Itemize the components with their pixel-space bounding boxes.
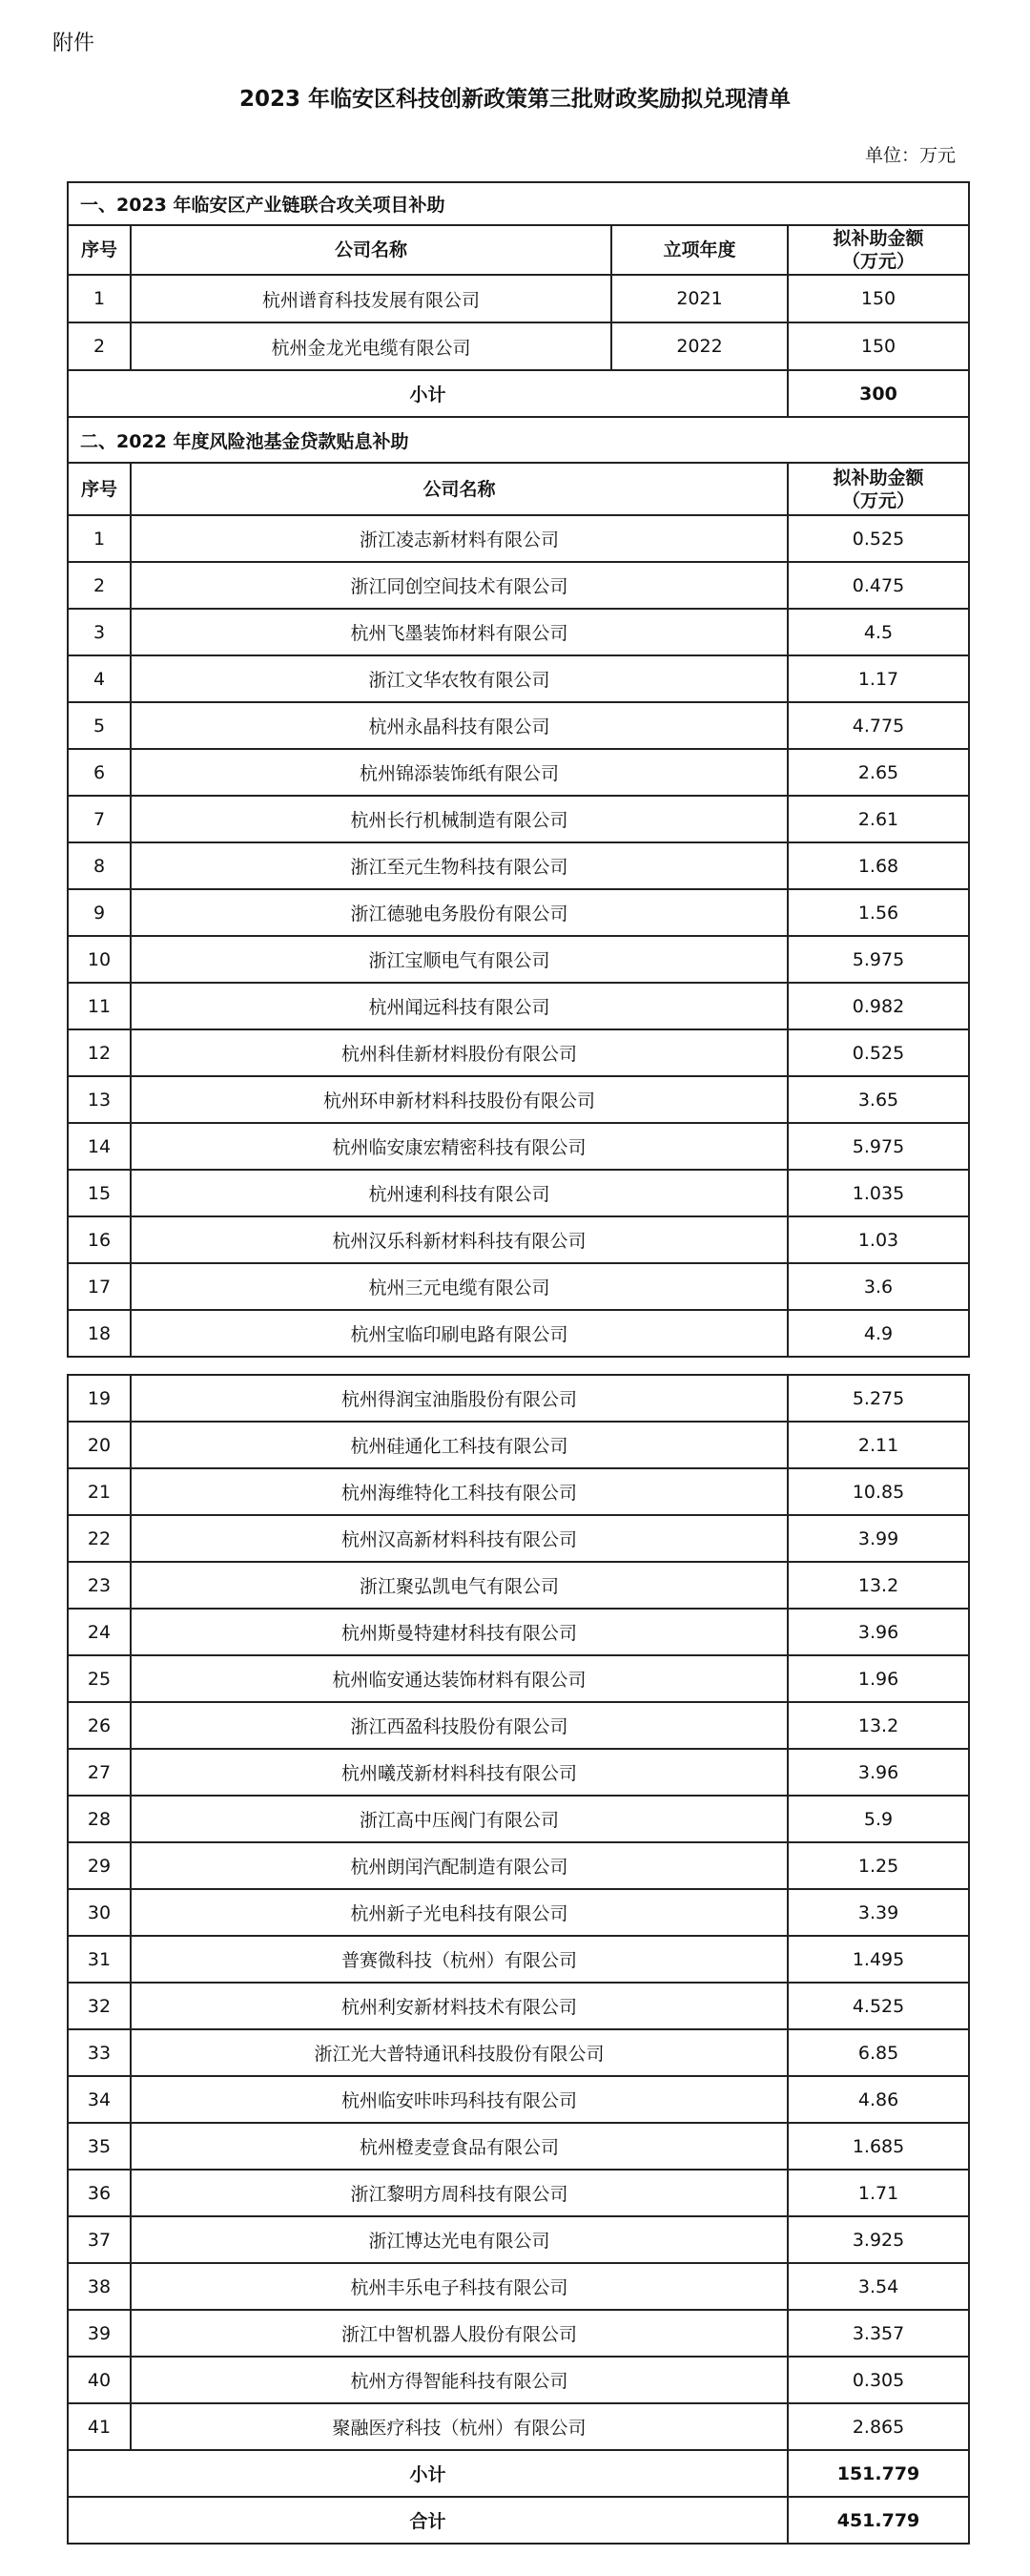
table-row <box>68 1796 969 1842</box>
table-row <box>68 2076 969 2123</box>
row-no: 2 <box>68 562 131 609</box>
section1-col-company: 公司名称 <box>131 225 611 275</box>
row-no: 32 <box>68 1983 131 2029</box>
row-amount: 13.2 <box>788 1702 969 1749</box>
table-row <box>68 2170 969 2216</box>
row-amount: 150 <box>788 275 969 322</box>
table-row <box>68 2357 969 2403</box>
row-no: 2 <box>68 322 131 370</box>
row-company: 杭州金龙光电缆有限公司 <box>131 322 611 370</box>
table-row <box>68 936 969 983</box>
row-no: 28 <box>68 1796 131 1842</box>
table-row <box>68 1749 969 1796</box>
row-no: 41 <box>68 2403 131 2450</box>
row-amount: 4.9 <box>788 1310 969 1357</box>
row-amount: 1.17 <box>788 655 969 702</box>
table-row <box>68 1468 969 1515</box>
row-amount: 0.475 <box>788 562 969 609</box>
table-row <box>68 1983 969 2029</box>
row-no: 39 <box>68 2310 131 2357</box>
row-amount: 3.6 <box>788 1263 969 1310</box>
table-row <box>68 609 969 655</box>
row-amount: 0.525 <box>788 515 969 562</box>
row-no: 4 <box>68 655 131 702</box>
row-no: 17 <box>68 1263 131 1310</box>
table-row <box>68 1029 969 1076</box>
row-company: 浙江至元生物科技有限公司 <box>131 842 788 889</box>
row-company: 杭州飞墨装饰材料有限公司 <box>131 609 788 655</box>
row-company: 杭州海维特化工科技有限公司 <box>131 1468 788 1515</box>
row-amount: 1.71 <box>788 2170 969 2216</box>
row-no: 12 <box>68 1029 131 1076</box>
table-row <box>68 702 969 749</box>
row-no: 5 <box>68 702 131 749</box>
row-amount: 10.85 <box>788 1468 969 1515</box>
row-company: 杭州锦添装饰纸有限公司 <box>131 749 788 796</box>
row-company: 杭州宝临印刷电路有限公司 <box>131 1310 788 1357</box>
row-company: 杭州永晶科技有限公司 <box>131 702 788 749</box>
row-company: 浙江德驰电务股份有限公司 <box>131 889 788 936</box>
row-company: 杭州临安康宏精密科技有限公司 <box>131 1123 788 1170</box>
row-company: 浙江博达光电有限公司 <box>131 2216 788 2263</box>
row-no: 19 <box>68 1375 131 1422</box>
table-row <box>68 983 969 1029</box>
row-company: 杭州汉高新材料科技有限公司 <box>131 1515 788 1562</box>
row-company: 杭州新子光电科技有限公司 <box>131 1889 788 1936</box>
grand-total-label: 合计 <box>68 2497 788 2544</box>
row-no: 20 <box>68 1422 131 1468</box>
row-no: 40 <box>68 2357 131 2403</box>
table-row <box>68 1702 969 1749</box>
table-row <box>68 515 969 562</box>
row-amount: 0.305 <box>788 2357 969 2403</box>
unit-label: 单位：万元 <box>864 145 956 166</box>
row-company: 杭州橙麦壹食品有限公司 <box>131 2123 788 2170</box>
row-year: 2022 <box>611 322 788 370</box>
row-amount: 3.357 <box>788 2310 969 2357</box>
row-amount: 5.975 <box>788 1123 969 1170</box>
row-amount: 5.9 <box>788 1796 969 1842</box>
table-row <box>68 1216 969 1263</box>
row-no: 9 <box>68 889 131 936</box>
row-amount: 2.865 <box>788 2403 969 2450</box>
table-row <box>68 2403 969 2450</box>
row-amount: 3.96 <box>788 1609 969 1655</box>
row-company: 杭州曦茂新材料科技有限公司 <box>131 1749 788 1796</box>
section2-col-no: 序号 <box>68 463 131 515</box>
row-company: 浙江文华农牧有限公司 <box>131 655 788 702</box>
row-no: 26 <box>68 1702 131 1749</box>
row-company: 杭州谱育科技发展有限公司 <box>131 275 611 322</box>
section2-col-company: 公司名称 <box>131 463 788 515</box>
row-company: 杭州临安咔咔玛科技有限公司 <box>131 2076 788 2123</box>
row-amount: 4.775 <box>788 702 969 749</box>
row-company: 浙江中智机器人股份有限公司 <box>131 2310 788 2357</box>
row-amount: 1.03 <box>788 1216 969 1263</box>
row-company: 杭州速利科技有限公司 <box>131 1170 788 1216</box>
attachment-label: 附件 <box>52 31 95 55</box>
row-amount: 5.975 <box>788 936 969 983</box>
section1-col-amount: 拟补助金额 （万元） <box>788 225 969 275</box>
table-row <box>68 655 969 702</box>
row-company: 杭州硅通化工科技有限公司 <box>131 1422 788 1468</box>
row-no: 22 <box>68 1515 131 1562</box>
row-amount: 3.65 <box>788 1076 969 1123</box>
row-amount: 1.68 <box>788 842 969 889</box>
row-no: 38 <box>68 2263 131 2310</box>
table-row <box>68 796 969 842</box>
section2-heading: 二、2022 年度风险池基金贷款贴息补助 <box>68 417 969 463</box>
row-company: 杭州利安新材料技术有限公司 <box>131 1983 788 2029</box>
row-amount: 13.2 <box>788 1562 969 1609</box>
subsidy-table-part-1 <box>67 181 970 1358</box>
row-no: 13 <box>68 1076 131 1123</box>
table-row <box>68 1842 969 1889</box>
row-amount: 4.525 <box>788 1983 969 2029</box>
table-row <box>68 2216 969 2263</box>
table-row <box>68 842 969 889</box>
section2-subtotal-value: 151.779 <box>788 2450 969 2497</box>
row-company: 杭州斯曼特建材科技有限公司 <box>131 1609 788 1655</box>
table-row <box>68 889 969 936</box>
row-amount: 4.5 <box>788 609 969 655</box>
row-amount: 1.56 <box>788 889 969 936</box>
row-amount: 150 <box>788 322 969 370</box>
row-company: 浙江黎明方周科技有限公司 <box>131 2170 788 2216</box>
row-no: 1 <box>68 515 131 562</box>
table-row <box>68 2310 969 2357</box>
row-company: 杭州得润宝油脂股份有限公司 <box>131 1375 788 1422</box>
row-no: 18 <box>68 1310 131 1357</box>
table-row <box>68 562 969 609</box>
row-company: 杭州临安通达装饰材料有限公司 <box>131 1655 788 1702</box>
row-amount: 3.39 <box>788 1889 969 1936</box>
row-company: 杭州朗闰汽配制造有限公司 <box>131 1842 788 1889</box>
grand-total-value: 451.779 <box>788 2497 969 2544</box>
row-amount: 1.035 <box>788 1170 969 1216</box>
section2-col-amount: 拟补助金额 （万元） <box>788 463 969 515</box>
section1-col-year: 立项年度 <box>611 225 788 275</box>
row-amount: 1.96 <box>788 1655 969 1702</box>
section1-subtotal-label: 小计 <box>68 370 788 417</box>
table-row <box>68 1936 969 1983</box>
row-no: 6 <box>68 749 131 796</box>
row-company: 杭州科佳新材料股份有限公司 <box>131 1029 788 1076</box>
table-row <box>68 2263 969 2310</box>
row-company: 杭州汉乐科新材料科技有限公司 <box>131 1216 788 1263</box>
row-company: 浙江凌志新材料有限公司 <box>131 515 788 562</box>
row-company: 浙江西盈科技股份有限公司 <box>131 1702 788 1749</box>
row-no: 31 <box>68 1936 131 1983</box>
row-no: 37 <box>68 2216 131 2263</box>
table-row <box>68 1375 969 1422</box>
section1-subtotal-value: 300 <box>788 370 969 417</box>
row-amount: 1.495 <box>788 1936 969 1983</box>
row-no: 1 <box>68 275 131 322</box>
row-company: 杭州环申新材料科技股份有限公司 <box>131 1076 788 1123</box>
row-no: 34 <box>68 2076 131 2123</box>
row-no: 16 <box>68 1216 131 1263</box>
row-company: 杭州三元电缆有限公司 <box>131 1263 788 1310</box>
row-no: 10 <box>68 936 131 983</box>
row-company: 浙江宝顺电气有限公司 <box>131 936 788 983</box>
table-row <box>68 322 969 370</box>
row-company: 杭州闻远科技有限公司 <box>131 983 788 1029</box>
row-no: 30 <box>68 1889 131 1936</box>
row-company: 浙江聚弘凯电气有限公司 <box>131 1562 788 1609</box>
table-row <box>68 1422 969 1468</box>
row-no: 8 <box>68 842 131 889</box>
row-amount: 3.54 <box>788 2263 969 2310</box>
section1-heading: 一、2023 年临安区产业链联合攻关项目补助 <box>68 182 969 225</box>
table-row <box>68 1310 969 1357</box>
table-row <box>68 1655 969 1702</box>
table-row <box>68 275 969 322</box>
row-amount: 3.96 <box>788 1749 969 1796</box>
row-no: 14 <box>68 1123 131 1170</box>
row-amount: 1.685 <box>788 2123 969 2170</box>
row-year: 2021 <box>611 275 788 322</box>
section1-col-no: 序号 <box>68 225 131 275</box>
row-amount: 2.61 <box>788 796 969 842</box>
table-row <box>68 749 969 796</box>
row-company: 杭州丰乐电子科技有限公司 <box>131 2263 788 2310</box>
table-row <box>68 1263 969 1310</box>
row-no: 27 <box>68 1749 131 1796</box>
row-no: 25 <box>68 1655 131 1702</box>
row-amount: 3.99 <box>788 1515 969 1562</box>
row-no: 29 <box>68 1842 131 1889</box>
table-row <box>68 2123 969 2170</box>
table-row <box>68 1562 969 1609</box>
row-amount: 0.525 <box>788 1029 969 1076</box>
section2-subtotal-label: 小计 <box>68 2450 788 2497</box>
table-row <box>68 1515 969 1562</box>
row-company: 浙江高中压阀门有限公司 <box>131 1796 788 1842</box>
table-row <box>68 1123 969 1170</box>
row-company: 浙江同创空间技术有限公司 <box>131 562 788 609</box>
row-amount: 0.982 <box>788 983 969 1029</box>
row-company: 浙江光大普特通讯科技股份有限公司 <box>131 2029 788 2076</box>
row-no: 36 <box>68 2170 131 2216</box>
row-amount: 3.925 <box>788 2216 969 2263</box>
row-no: 24 <box>68 1609 131 1655</box>
row-amount: 4.86 <box>788 2076 969 2123</box>
row-no: 33 <box>68 2029 131 2076</box>
row-no: 7 <box>68 796 131 842</box>
table-row <box>68 1170 969 1216</box>
row-no: 23 <box>68 1562 131 1609</box>
table-row <box>68 1609 969 1655</box>
row-company: 普赛微科技（杭州）有限公司 <box>131 1936 788 1983</box>
row-company: 杭州长行机械制造有限公司 <box>131 796 788 842</box>
row-company: 杭州方得智能科技有限公司 <box>131 2357 788 2403</box>
row-no: 35 <box>68 2123 131 2170</box>
row-amount: 1.25 <box>788 1842 969 1889</box>
row-amount: 2.65 <box>788 749 969 796</box>
row-company: 聚融医疗科技（杭州）有限公司 <box>131 2403 788 2450</box>
subsidy-table-part-2 <box>67 1374 970 2545</box>
row-no: 3 <box>68 609 131 655</box>
page-title: 2023 年临安区科技创新政策第三批财政奖励拟兑现清单 <box>238 87 792 112</box>
row-no: 15 <box>68 1170 131 1216</box>
table-row <box>68 1889 969 1936</box>
row-amount: 2.11 <box>788 1422 969 1468</box>
table-row <box>68 1076 969 1123</box>
row-no: 11 <box>68 983 131 1029</box>
row-no: 21 <box>68 1468 131 1515</box>
row-amount: 6.85 <box>788 2029 969 2076</box>
row-amount: 5.275 <box>788 1375 969 1422</box>
table-row <box>68 2029 969 2076</box>
